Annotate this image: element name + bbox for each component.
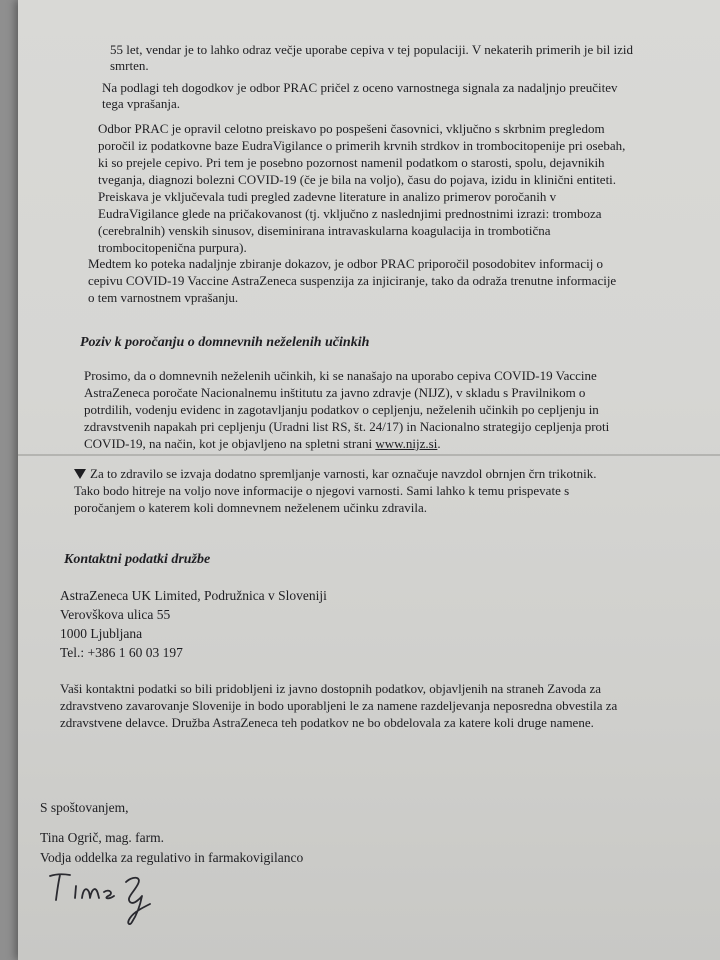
paragraph-line: Vaši kontaktni podatki so bili pridobljeni iz javno dostopnih podatkov, objavljenih na straneh Zavoda za — [60, 681, 602, 696]
paragraph-line: ki so prejele cepivo. Pri tem je posebno pozornost namenil podatkom o starosti, spolu, dejavnikih — [98, 155, 605, 170]
phone-line: Tel.: +386 1 60 03 197 — [60, 645, 183, 660]
nijz-link[interactable]: www.nijz.si — [375, 436, 438, 451]
paragraph-line: potrdilih, vodenju evidenc in zagotavljanju podatkov o cepljenju, neželenih učinkih po cepljenju in — [84, 402, 599, 417]
paragraph-line: zdravstvenih napakah pri cepljenju (Uradni list RS, št. 24/17) in Nacionalno strategijo cepljenja proti — [84, 419, 610, 434]
paragraph-line: Odbor PRAC je opravil celotno preiskavo po pospešeni časovnici, vključno s skrbnim pregledom — [98, 121, 605, 136]
paragraph-line: zdravstvene delavce. Družba AstraZeneca teh podatkov ne bo obdelovala za katere koli druge namene. — [60, 715, 594, 730]
paragraph-line: poročanjem o katerem koli domnevnem neželenem učinku zdravila. — [74, 500, 428, 515]
paragraph-line: Prosimo, da o domnevnih neželenih učinkih, ki se nanašajo na uporabo cepiva COVID-19 Vaccine — [84, 368, 597, 383]
paragraph-line: Medtem ko poteka nadaljnje zbiranje dokazov, je odbor PRAC priporočil posodobitev informacij o — [88, 256, 604, 271]
address-line: 1000 Ljubljana — [60, 626, 143, 641]
paragraph-line: smrten. — [110, 58, 149, 73]
signer-name: Tina Ogrič, mag. farm. — [40, 830, 164, 845]
paragraph-line: Na podlagi teh dogodkov je odbor PRAC pričel z oceno varnostnega signala za nadaljnjo preučitev — [102, 80, 618, 95]
paragraph-line: Tako bodo hitreje na voljo nove informacije o njegovi varnosti. Sami lahko k temu prispevate s — [74, 483, 570, 498]
reporting-heading: Poziv k poročanju o domnevnih neželenih učinkih — [80, 335, 370, 350]
paragraph-line: tveganja, diagnozi bolezni COVID-19 (če je bila na voljo), času do pojava, izidu in klinični entiteti. — [98, 172, 617, 187]
contact-heading: Kontaktni podatki družbe — [64, 552, 211, 567]
paragraph-line: Preiskava je vključevala tudi pregled zadevne literature in analizo primerov poročanih v — [98, 189, 557, 204]
paragraph-line: poročil iz podatkovne baze EudraVigilance o primerih krvnih strdkov in trombocitopenije pri osebah, — [98, 138, 626, 153]
paragraph-line: EudraVigilance glede na pričakovanost (tj. vključno z naslednjimi prednostnimi izrazi: tromboza — [98, 206, 602, 221]
paragraph-line: tega vprašanja. — [102, 96, 180, 111]
black-triangle-icon — [74, 469, 86, 479]
paragraph-text: . — [437, 436, 441, 451]
signature-stroke — [50, 874, 150, 924]
paragraph-line: cepivu COVID-19 Vaccine AstraZeneca suspenzija za injiciranje, tako da odraža trenutne informacije — [88, 273, 617, 288]
paper-fold — [18, 454, 720, 456]
paragraph-line: (cerebralnih) venskih sinusov, diseminirana intravaskularna koagulacija in trombotična — [98, 223, 551, 238]
paragraph-line: o tem varnostnem vprašanju. — [88, 290, 239, 305]
paragraph-line: trombocitopenična purpura). — [98, 240, 247, 255]
paragraph-text: COVID-19, na način, kot je objavljeno na spletni strani — [84, 436, 376, 451]
paragraph-line: 55 let, vendar je to lahko odraz večje uporabe cepiva v tej populaciji. V nekaterih primerih je bil izid — [110, 42, 633, 57]
paragraph-line: AstraZeneca poročate Nacionalnemu inštitutu za javno zdravje (NIJZ), v skladu s Pravilnikom o — [84, 385, 586, 400]
closing: S spoštovanjem, — [40, 800, 129, 815]
signer-title: Vodja oddelka za regulativo in farmakovigilanco — [40, 850, 304, 865]
address-line: Verovškova ulica 55 — [60, 607, 171, 622]
paragraph-line — [74, 466, 596, 483]
paragraph-line — [84, 436, 441, 453]
address-line: AstraZeneca UK Limited, Podružnica v Sloveniji — [60, 588, 327, 603]
paragraph-line: zdravstveno zavarovanje Slovenije in bodo uporabljeni le za namene razdeljevanja neposredna obvestila za — [60, 698, 618, 713]
letter-page — [18, 0, 720, 960]
handwritten-signature — [42, 868, 172, 928]
paragraph-text: Za to zdravilo se izvaja dodatno spremljanje varnosti, kar označuje navzdol obrnjen črn trikotnik. — [90, 466, 597, 481]
